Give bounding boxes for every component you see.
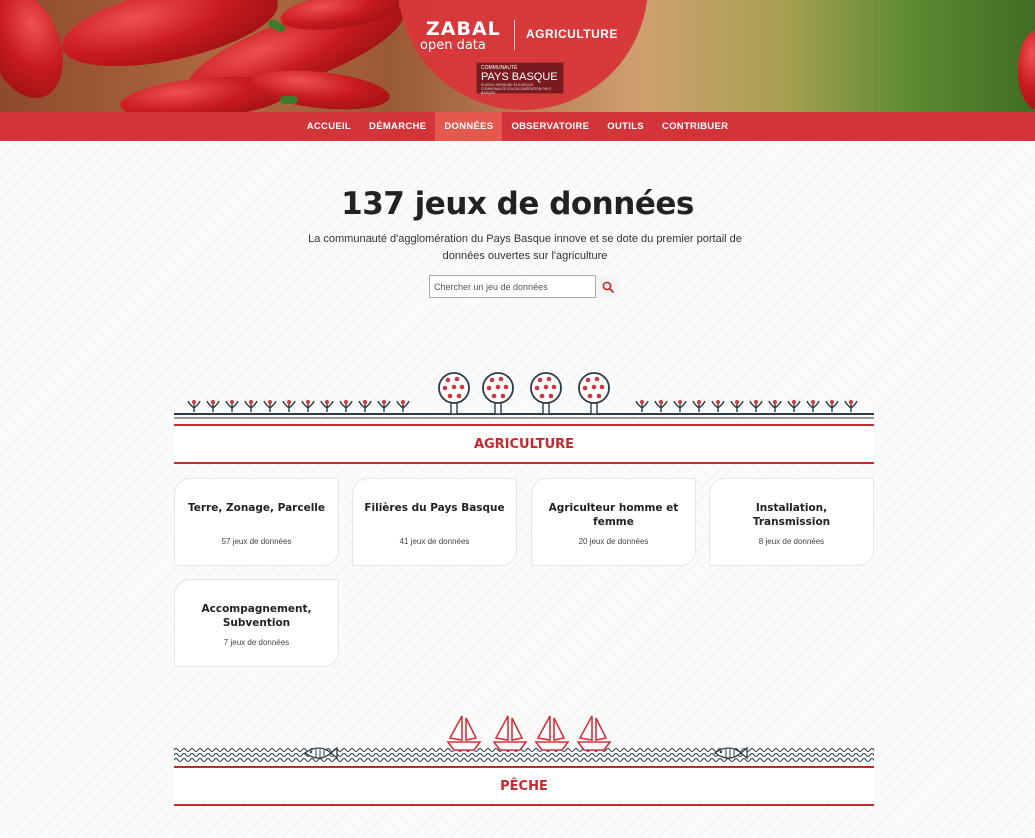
zabal-logo-name: ZABAL — [426, 18, 501, 40]
section-title-agriculture: AGRICULTURE — [473, 436, 575, 452]
waves-icon — [174, 749, 874, 762]
category-card[interactable] — [174, 478, 339, 566]
pepper-image — [1018, 30, 1035, 110]
card-title: Terre, Zonage, Parcelle — [187, 502, 326, 514]
section-title-peche: PÊCHE — [500, 778, 548, 794]
header-banner — [0, 0, 1035, 112]
trees-icon — [439, 373, 609, 414]
nav-item-observatoire[interactable]: OBSERVATOIRE — [511, 121, 590, 132]
boats-icon — [448, 716, 610, 750]
card-count: 20 jeux de données — [578, 537, 649, 546]
zabal-logo-subtitle: open data — [420, 38, 486, 53]
main-nav — [0, 112, 1035, 141]
pays-logo-tiny1: EUSKAL HIRIGUNE ELKARGOA — [481, 83, 533, 87]
sprouts-icon — [636, 400, 857, 412]
category-card[interactable] — [709, 478, 874, 566]
card-count: 41 jeux de données — [399, 537, 470, 546]
card-title: Accompagnement, Subvention — [201, 603, 312, 629]
card-count: 8 jeux de données — [758, 537, 825, 546]
search-bar — [429, 275, 619, 298]
search-button[interactable] — [597, 275, 619, 298]
section-header-agriculture[interactable] — [174, 424, 874, 464]
sprouts-icon — [188, 400, 409, 412]
search-icon — [602, 281, 614, 293]
card-title: Agriculteur homme et femme — [548, 502, 679, 528]
section-header-peche[interactable] — [174, 766, 874, 806]
nav-item-contribuer[interactable]: CONTRIBUER — [661, 121, 729, 132]
category-card[interactable] — [352, 478, 517, 566]
card-title: Filières du Pays Basque — [364, 502, 505, 514]
page-title: 137 jeux de données — [341, 186, 694, 222]
agriculture-decoration — [174, 370, 874, 422]
pepper-stem — [280, 96, 298, 104]
search-input[interactable] — [429, 275, 596, 298]
pays-logo-big: PAYS BASQUE — [481, 71, 558, 83]
nav-item-donnees[interactable]: DONNÉES — [435, 112, 502, 141]
peche-decoration — [174, 712, 874, 766]
card-count: 57 jeux de données — [221, 537, 292, 546]
nav-item-accueil[interactable]: ACCUEIL — [306, 121, 352, 132]
category-card[interactable] — [174, 579, 339, 667]
agriculture-logo-text: AGRICULTURE — [526, 27, 618, 41]
nav-item-demarche[interactable]: DÉMARCHE — [369, 121, 427, 132]
zabal-logo[interactable] — [420, 20, 512, 54]
page-subtitle: La communauté d'agglomération du Pays Basque innove et se dote du premier portail de données ouvertes sur l'agriculture — [308, 233, 742, 262]
logo-divider — [514, 20, 515, 50]
pays-basque-logo[interactable] — [476, 62, 564, 94]
nav-item-outils[interactable]: OUTILS — [607, 121, 644, 132]
card-count: 7 jeux de données — [223, 638, 290, 647]
card-title: Installation, Transmission — [752, 502, 831, 528]
category-card[interactable] — [531, 478, 696, 566]
pays-logo-tiny2: COMMUNAUTÉ D'AGGLOMÉRATION PAYS BASQUE — [481, 87, 552, 95]
pays-logo-small: COMMUNAUTÉ — [481, 65, 518, 71]
